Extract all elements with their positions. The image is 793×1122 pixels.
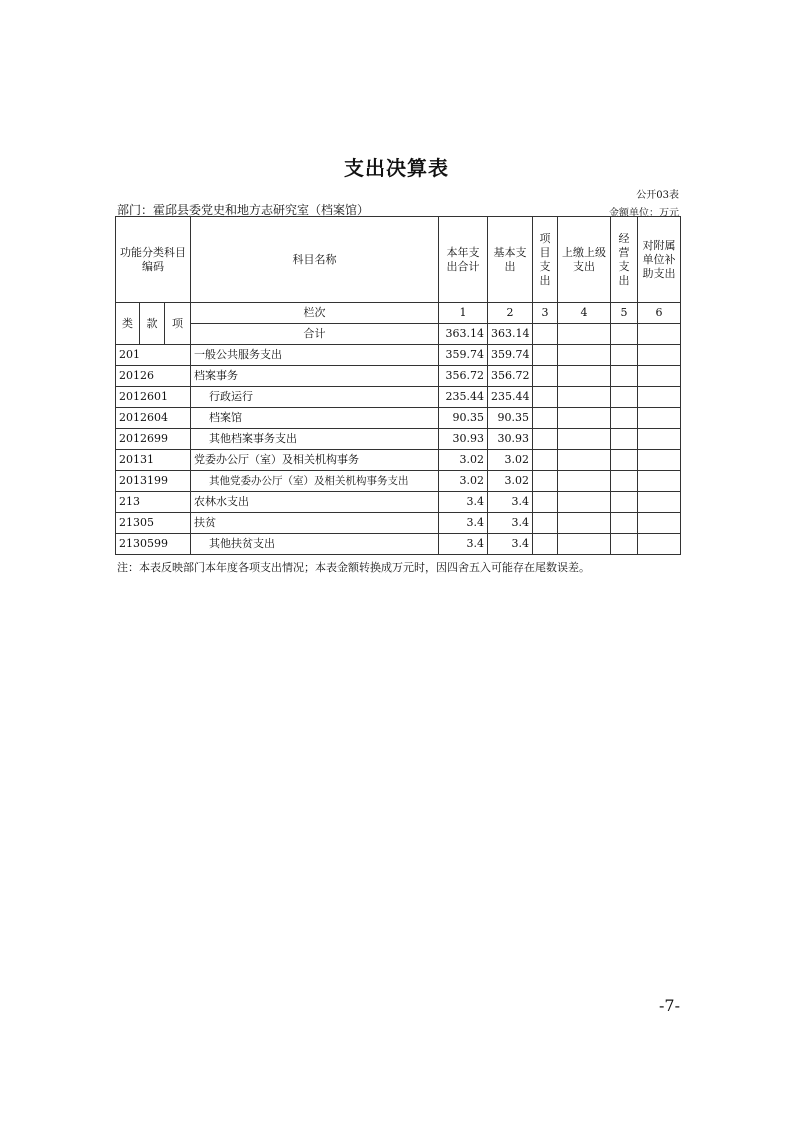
- header-kuan: 款: [140, 303, 165, 345]
- header-col-2: 基本支出: [488, 217, 533, 303]
- header-lei: 类: [116, 303, 140, 345]
- row-value-2: 30.93: [488, 429, 533, 450]
- row-code: 21305: [116, 513, 191, 534]
- total-label: 合计: [191, 324, 439, 345]
- row-name: 档案馆: [191, 408, 439, 429]
- row-value-6: [638, 513, 681, 534]
- page-number: -7-: [659, 996, 680, 1015]
- row-value-5: [611, 513, 638, 534]
- department-label: 部门：霍邱县委党史和地方志研究室（档案馆）: [117, 203, 370, 217]
- column-number-5: 5: [611, 303, 638, 324]
- row-value-5: [611, 408, 638, 429]
- row-value-1: 359.74: [439, 345, 488, 366]
- row-value-5: [611, 345, 638, 366]
- row-code: 2012604: [116, 408, 191, 429]
- row-value-1: 356.72: [439, 366, 488, 387]
- header-col-1: 本年支出合计: [439, 217, 488, 303]
- row-value-1: 235.44: [439, 387, 488, 408]
- header-subject-name: 科目名称: [191, 217, 439, 303]
- row-value-3: [533, 366, 558, 387]
- table-row: [116, 534, 681, 555]
- table-row: [116, 513, 681, 534]
- expenditure-table: [115, 216, 681, 555]
- row-value-2: 3.4: [488, 492, 533, 513]
- table-row: [116, 450, 681, 471]
- table-row: [116, 366, 681, 387]
- row-value-3: [533, 429, 558, 450]
- row-value-3: [533, 345, 558, 366]
- row-name: 行政运行: [191, 387, 439, 408]
- row-value-4: [558, 387, 611, 408]
- row-value-3: [533, 492, 558, 513]
- header-row: [116, 217, 681, 303]
- row-value-5: [611, 429, 638, 450]
- row-value-4: [558, 492, 611, 513]
- table-row: [116, 345, 681, 366]
- column-number-6: 6: [638, 303, 681, 324]
- row-value-6: [638, 366, 681, 387]
- row-value-3: [533, 450, 558, 471]
- row-value-3: [533, 387, 558, 408]
- total-value-4: [558, 324, 611, 345]
- row-value-2: 356.72: [488, 366, 533, 387]
- form-number: 公开03表: [636, 190, 679, 201]
- header-col-4: 上缴上级支出: [558, 217, 611, 303]
- table-note: 注：本表反映部门本年度各项支出情况；本表金额转换成万元时，因四舍五入可能存在尾数误差。: [117, 561, 590, 574]
- row-value-1: 3.02: [439, 471, 488, 492]
- row-value-4: [558, 429, 611, 450]
- row-value-6: [638, 534, 681, 555]
- row-name: 农林水支出: [191, 492, 439, 513]
- row-value-4: [558, 408, 611, 429]
- column-number-row: [116, 303, 681, 324]
- row-value-2: 3.4: [488, 534, 533, 555]
- row-code: 2012601: [116, 387, 191, 408]
- row-name: 其他党委办公厅（室）及相关机构事务支出: [191, 471, 439, 492]
- row-code: 20131: [116, 450, 191, 471]
- header-func-code: 功能分类科目编码: [116, 217, 191, 303]
- row-value-4: [558, 513, 611, 534]
- table-row: [116, 492, 681, 513]
- column-number-2: 2: [488, 303, 533, 324]
- row-value-4: [558, 471, 611, 492]
- row-value-4: [558, 366, 611, 387]
- row-value-5: [611, 366, 638, 387]
- row-value-6: [638, 492, 681, 513]
- table-row: [116, 429, 681, 450]
- row-name: 扶贫: [191, 513, 439, 534]
- row-code: 2130599: [116, 534, 191, 555]
- row-value-6: [638, 408, 681, 429]
- row-value-2: 3.02: [488, 471, 533, 492]
- row-value-2: 3.4: [488, 513, 533, 534]
- table-row: [116, 471, 681, 492]
- row-value-5: [611, 387, 638, 408]
- row-name: 其他扶贫支出: [191, 534, 439, 555]
- row-name: 档案事务: [191, 366, 439, 387]
- row-value-3: [533, 408, 558, 429]
- row-code: 2013199: [116, 471, 191, 492]
- total-value-3: [533, 324, 558, 345]
- total-value-1: 363.14: [439, 324, 488, 345]
- header-xiang: 项: [165, 303, 191, 345]
- row-value-5: [611, 492, 638, 513]
- row-value-2: 359.74: [488, 345, 533, 366]
- row-value-4: [558, 534, 611, 555]
- row-value-6: [638, 345, 681, 366]
- header-col-6: 对附属单位补助支出: [638, 217, 681, 303]
- amount-unit-label: 金额单位：万元: [609, 208, 679, 219]
- header-lanci: 栏次: [191, 303, 439, 324]
- row-value-3: [533, 534, 558, 555]
- row-value-6: [638, 387, 681, 408]
- row-value-6: [638, 429, 681, 450]
- header-col-3: 项目支出: [533, 217, 558, 303]
- row-value-2: 235.44: [488, 387, 533, 408]
- row-value-5: [611, 534, 638, 555]
- row-value-4: [558, 450, 611, 471]
- column-number-4: 4: [558, 303, 611, 324]
- header-col-5: 经营支出: [611, 217, 638, 303]
- row-value-1: 3.02: [439, 450, 488, 471]
- row-value-1: 3.4: [439, 534, 488, 555]
- total-value-2: 363.14: [488, 324, 533, 345]
- row-value-6: [638, 450, 681, 471]
- table-row: [116, 387, 681, 408]
- column-number-1: 1: [439, 303, 488, 324]
- row-code: 20126: [116, 366, 191, 387]
- total-row: [116, 324, 681, 345]
- row-code: 213: [116, 492, 191, 513]
- row-name: 党委办公厅（室）及相关机构事务: [191, 450, 439, 471]
- row-value-5: [611, 471, 638, 492]
- page-title: 支出决算表: [344, 156, 449, 180]
- row-value-3: [533, 513, 558, 534]
- row-value-1: 3.4: [439, 492, 488, 513]
- row-code: 201: [116, 345, 191, 366]
- row-value-1: 90.35: [439, 408, 488, 429]
- row-value-6: [638, 471, 681, 492]
- row-value-3: [533, 471, 558, 492]
- row-value-1: 3.4: [439, 513, 488, 534]
- table-row: [116, 408, 681, 429]
- row-value-2: 90.35: [488, 408, 533, 429]
- row-name: 其他档案事务支出: [191, 429, 439, 450]
- row-value-4: [558, 345, 611, 366]
- row-value-2: 3.02: [488, 450, 533, 471]
- row-value-1: 30.93: [439, 429, 488, 450]
- row-code: 2012699: [116, 429, 191, 450]
- row-name: 一般公共服务支出: [191, 345, 439, 366]
- total-value-6: [638, 324, 681, 345]
- row-value-5: [611, 450, 638, 471]
- column-number-3: 3: [533, 303, 558, 324]
- total-value-5: [611, 324, 638, 345]
